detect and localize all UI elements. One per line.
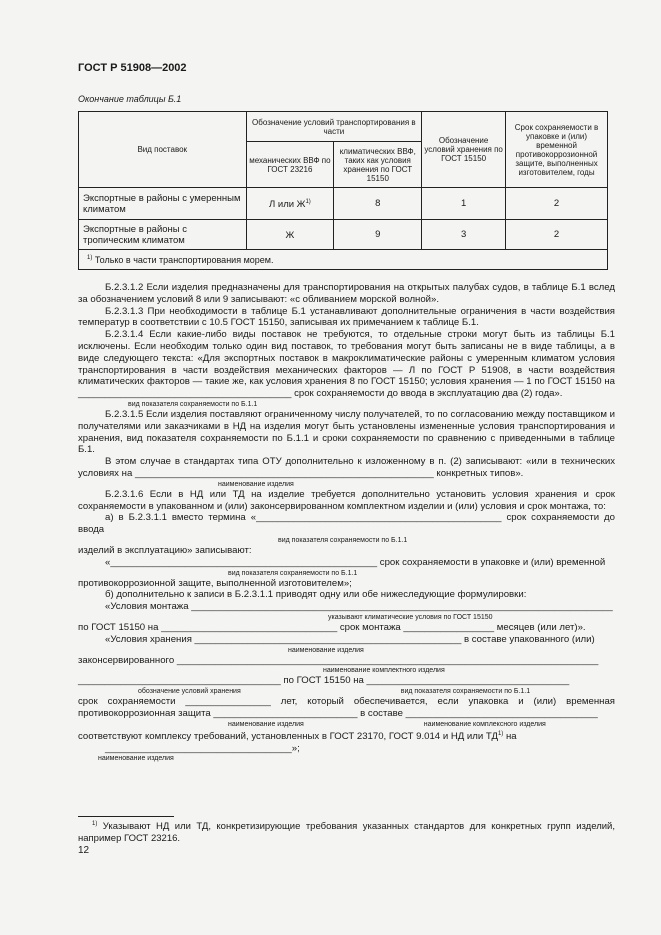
hint-label: наименование комплектного изделия xyxy=(323,667,445,675)
para-line: противокоррозионной защите, выполненной изготовителем»; xyxy=(78,577,352,589)
hint-label: указывают климатические условия по ГОСТ 15150 xyxy=(328,613,493,621)
para-line: законсервированного _______________________________________________________________________________ xyxy=(78,654,599,666)
cell-climate: 8 xyxy=(334,188,422,220)
hint-label: наименование изделия наименование комплексного изделия xyxy=(228,720,546,728)
cell-storage: 1 xyxy=(422,188,506,220)
para-formula-1: «__________________________________________________ срок сохраняемости в упаковке и (или) временной xyxy=(105,556,606,568)
header-transport-group: Обозначение условий транспортирования в части xyxy=(246,112,422,142)
para-b2313: Б.2.3.1.3 При необходимости в таблице Б.1 устанавливают дополнительные ограничения в части воздействия температур в соответствии с 10.5 ГОСТ 15150, записывая их примечанием к таблице Б.1. xyxy=(78,305,615,329)
hint-label: вид показателя сохраняемости по Б.1.1 xyxy=(128,400,258,408)
para-b2315: Б.2.3.1.5 Если изделия поставляют ограниченному числу получателей, то по согласованию между поставщиком и получателями или заказчиками в НД на изделия могут быть установлены измененные условия транспортирования и хранения, вид показателя сохраняемости по Б.1.1 и сроки сохраняемости по сравнению с приведенными в таблице Б.1. xyxy=(78,408,615,456)
table-row xyxy=(79,220,608,250)
cell-kind: Экспортные в районы с умеренным климатом xyxy=(79,188,247,220)
table-footnote: $^{1)}$ Только в части транспортирования морем. xyxy=(79,250,608,270)
hint-label: наименование изделия xyxy=(98,755,174,763)
para-line: срок сохраняемости ________________ лет, который обеспечивается, если упаковка и (или) временная противокоррозионная защита ___________________________ в составе ____________________________________ xyxy=(78,696,615,719)
header-mech: механических ВВФ по ГОСТ 23216 xyxy=(246,142,334,188)
para-item-b: б) дополнительно к записи в Б.2.3.1.1 приводят одну или обе нижеследующие формулировки: xyxy=(105,589,527,601)
header-term: Срок сохраняемости в упаковке и (или) временной противокоррозионной защите, выполненных изготовителем, годы xyxy=(506,112,608,188)
cell-mech: Л или $Ж^{1)}$ xyxy=(246,188,334,220)
footnote-divider xyxy=(78,816,174,817)
cell-term: 2 xyxy=(506,188,608,220)
cell-term: 2 xyxy=(506,220,608,250)
para-otu: В этом случае в стандартах типа ОТУ дополнительно к изложенному в п. (2) записывают: «или в технических условиях на ________________________________________________________ конкретных типов». xyxy=(78,456,615,479)
para-line: по ГОСТ 15150 на _________________________________ срок монтажа _________________ месяцев (или лет)». xyxy=(78,621,586,633)
hint-label: наименование изделия xyxy=(218,480,294,488)
header-storage: Обозначение условий хранения по ГОСТ 15150 xyxy=(422,112,506,188)
hint-label: вид показателя сохраняемости по Б.1.1 xyxy=(278,536,408,544)
cell-mech: Ж xyxy=(246,220,334,250)
standard-header: ГОСТ Р 51908—2002 xyxy=(78,62,187,74)
para-line: ___________________________________»; xyxy=(105,742,300,754)
table-caption: Окончание таблицы Б.1 xyxy=(78,94,182,104)
document-body xyxy=(78,282,615,763)
para-line: изделий в эксплуатацию» записывают: xyxy=(78,544,252,556)
cell-storage: 3 xyxy=(422,220,506,250)
header-kind: Вид поставок xyxy=(79,112,247,188)
para-b2314: Б.2.3.1.4 Если какие-либо виды поставок не требуются, то отдельные строки могут быть из таблицы Б.1 исключены. Если необходим только один вид поставок, то требования могут быть записаны не в виде таблицы, а в виде следующего текста: «Для экспортных поставок в макроклиматические районы с умеренным климатом условия транспортирования в части воздействия механических факторов — Л по ГОСТ Р 51908, в части воздействия климатических факторов — такие же, как условия хранения 8 по ГОСТ 15150; условия хранения — 1 по ГОСТ 15150 на ________________________________________ срок сохраняемости до ввода в эксплуатацию два (2) года». xyxy=(78,329,615,400)
table-row xyxy=(79,188,608,220)
hint-label: обозначение условий хранения вид показателя сохраняемости по Б.1.1 xyxy=(138,688,531,696)
header-climate: климатических ВВФ, таких как условия хранения по ГОСТ 15150 xyxy=(334,142,422,188)
para-b2312: Б.2.3.1.2 Если изделия предназначены для транспортирования на открытых палубах судов, в таблице Б.1 вслед за обозначением условий 8 или 9 записывают: «с обливанием морской волной». xyxy=(78,282,615,305)
cell-climate: 9 xyxy=(334,220,422,250)
para-line: соответствуют комплексу требований, установленных в ГОСТ 23170, ГОСТ 9.014 и НД или ТД$^{1)}$ на xyxy=(78,730,517,742)
para-item-a: а) в Б.2.3.1.1 вместо термина «______________________________________________ срок сохраняемости до ввода xyxy=(78,512,615,536)
para-b2316: Б.2.3.1.6 Если в НД или ТД на изделие требуется дополнительно установить условия хранения и срок сохраняемости в упакованном и (или) законсервированном комплектном изделии и (или) условия и срок монтажа, то: xyxy=(78,488,615,512)
transport-table xyxy=(78,111,608,270)
hint-label: наименование изделия xyxy=(288,646,364,654)
para-storage: «Условия хранения __________________________________________________ в составе упакованного (или) xyxy=(105,633,595,645)
para-line: ______________________________________ по ГОСТ 15150 на ______________________________________ xyxy=(78,675,570,687)
hint-label: вид показателя сохраняемости по Б.1.1 xyxy=(228,569,358,577)
page-number: 12 xyxy=(78,845,90,856)
page-footnote: $^{1)}$ Указывают НД или ТД, конкретизирующие требования указанных стандартов для конкретных групп изделий, например ГОСТ 23216. xyxy=(78,821,615,845)
para-mount: «Условия монтажа _______________________________________________________________________________ xyxy=(105,601,613,613)
cell-kind: Экспортные в районы с тропическим климатом xyxy=(79,220,247,250)
